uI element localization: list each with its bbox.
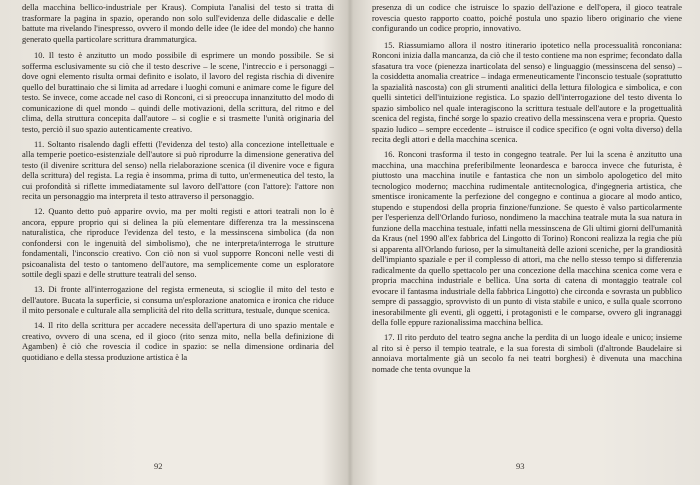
left-page	[22, 0, 334, 485]
paragraph: 17. Il rito perduto del teatro segna anche la perdita di un luogo ideale e unico; insieme al rito si è perso il tempio teatrale, e la sua foresta di simboli (d'altronde Baudelaire si annoiava mortalmente già un secolo fa nei teatri borghesi) è divenuta una macchina nomade che tenta ovunque la	[372, 332, 682, 374]
paragraph: 10. Il testo è anzitutto un modo possibile di esprimere un mondo possibile. Se si sofferma esclusivamente su ciò che il testo descrive – le scene, l'intreccio e i personaggi – dove ogni elemento risulta ormai definito e isolato, il lavoro del regista rischia di divenire quello del burattinaio che si limita ad arredare i luoghi comuni e animare come le figure del testo. Se invece, come accade nel caso di Ronconi, ci si preoccupa innanzitutto del modo di comunicazione di quel mondo – quindi delle motivazioni, della scrittura, del ritmo e del clima, della struttura concepita dall'autore – si coglie e si trasmette l'unità originaria del testo, perciò il suo spazio autenticamente creativo.	[22, 50, 334, 134]
right-page-text	[372, 2, 682, 379]
paragraph: 11. Soltanto risalendo dagli effetti (l'evidenza del testo) alla concezione intellettuale e alla temperie poetico-esistenziale dell'autore si può riprodurre la dimensione generativa del testo (il divenire scrittura del senso) nella rielaborazione scenica (il divenire voce e figura della scrittura) del regista. La regia è insomma, prima di tutto, un'ermeneutica del testo, la cui profondità si riflette immediatamente sul lavoro dell'attore (con l'attore): l'attore non recita un personaggio ma interpreta il testo attraverso il personaggio.	[22, 138, 334, 201]
paragraph: 15. Riassumiamo allora il nostro itinerario ipotetico nella processualità ronconiana: Ronconi inizia dalla mancanza, da ciò che il testo contiene ma non esprime; fecondato dalla sfasatura tra voce (pienezza inarticolata del senso) e linguaggio (messinscena del senso) – la cosiddetta anomalia creatrice – indaga ermeneuticamente l'inconscio testuale (soprattutto la spazialità nascosta) con gli strumenti analitici della lettura filologica e simbolica, e con quelli sintetici dell'intuizione registica. Lo spazio dell'interrogazione del testo diventa lo spazio simbolico nel quale interagiscono la scrittura testuale dell'autore e la progettualità scenica del regista, finché sorge lo spazio creativo della messinscena vera e propria. Questo spazio ludico – sempre eccedente – istruisce il codice specifico (e ogni volta diverso) della recita degli attori e della macchina scenica.	[372, 39, 682, 144]
paragraph: 12. Quanto detto può apparire ovvio, ma per molti registi e attori teatrali non lo è ancora, eppure proprio qui si delinea la più elementare differenza tra la messinscena naturalistica, che riproduce l'evidenza del testo, e la messinscena simbolica (da non confondersi con le ingenuità del simbolismo), che ne interpreta/interroga le strutture fondamentali, l'inconscio creativo. Con ciò non si vuol supporre Ronconi nelle vesti di psicoanalista del testo o tantomeno dell'autore, ma semplicemente come un esploratore sottile degli spazi e delle strutture teatrali del senso.	[22, 206, 334, 279]
paragraph: della macchina bellico-industriale per Kraus). Compiuta l'analisi del testo si tratta di trasformare la pagina in spazio, operando non solo sull'evidenza delle didascalie e delle battute ma rivelando l'inespresso, ovvero il mondo delle idee (le idee del mondo) che hanno generato quella particolare scrittura drammaturgica.	[22, 2, 334, 44]
paragraph: presenza di un codice che istruisce lo spazio dell'azione e dell'opera, il gioco teatrale rovescia questo rapporto coatto, poiché postula uno spazio libero originario che viene configurando un codice proprio, innovativo.	[372, 2, 682, 33]
page-number: 93	[516, 461, 525, 471]
paragraph: 16. Ronconi trasforma il testo in congegno teatrale. Per lui la scena è anzitutto una macchina, una macchina preferibilmente leonardesca e barocca invece che futurista, è piuttosto una macchina inutile e fantastica che non un simbolo apologetico del mito tecnologico moderno; macchina rudimentale antitecnologica, d'ingegneria artistica, che smentisce ironicamente la perfezione del congegno e continua a giocare al modo antico, stupendo e stupendosi della propria finzione/funzione. Se questo è valso particolarmente per l'esperienza dell'Orlando furioso, nondimeno la macchina teatrale muta la sua natura in funzione della macchina testuale, infatti nella messinscena de Gli ultimi giorni dell'umanità da Kraus (nel 1990 all'ex fabbrica del Lingotto di Torino) Ronconi realizza la regia che più si apparenta all'Orlando furioso, per la simultaneità delle azioni sceniche, per la grandiosità dell'impianto spaziale e per il complesso di attori, ma che nello stesso tempo si differenzia radicalmente da quello spettacolo per una concezione della macchina scenica come vera e propria macchina industriale e bellica. Una sorta di catena di montaggio teatrale col evocare il fantasma industriale della fabbrica Lingotto) che circonda e sovrasta un pubblico sempre di passaggio, sprovvisto di un punto di vista stabile e unico, e sulla quale scorrono inesorabilmente gli eventi, gli oggetti, i protagonisti e le comparse, ovvero gli ingranaggi della folle eppure razionalissima macchina bellica.	[372, 149, 682, 327]
page-number: 92	[154, 461, 163, 471]
paragraph: 13. Di fronte all'interrogazione del regista ermeneuta, si scioglie il mito del testo e dell'autore. Bucata la superficie, si consuma un'esplorazione anatomica e ironica che riduce il mito personale e culturale alla semplicità del rito della scrittura, testuale, dunque scenica.	[22, 284, 334, 315]
paragraph: 14. Il rito della scrittura per accadere necessita dell'apertura di uno spazio mentale e creativo, ovvero di una scena, ed il gioco (rito senza mito, nella bella definizione di Agamben) è ciò che rovescia il codice in spazio: se nella dimensione ordinaria del quotidiano e della stessa produzione artistica è la	[22, 320, 334, 362]
right-page	[372, 0, 682, 485]
left-page-text	[22, 2, 334, 367]
